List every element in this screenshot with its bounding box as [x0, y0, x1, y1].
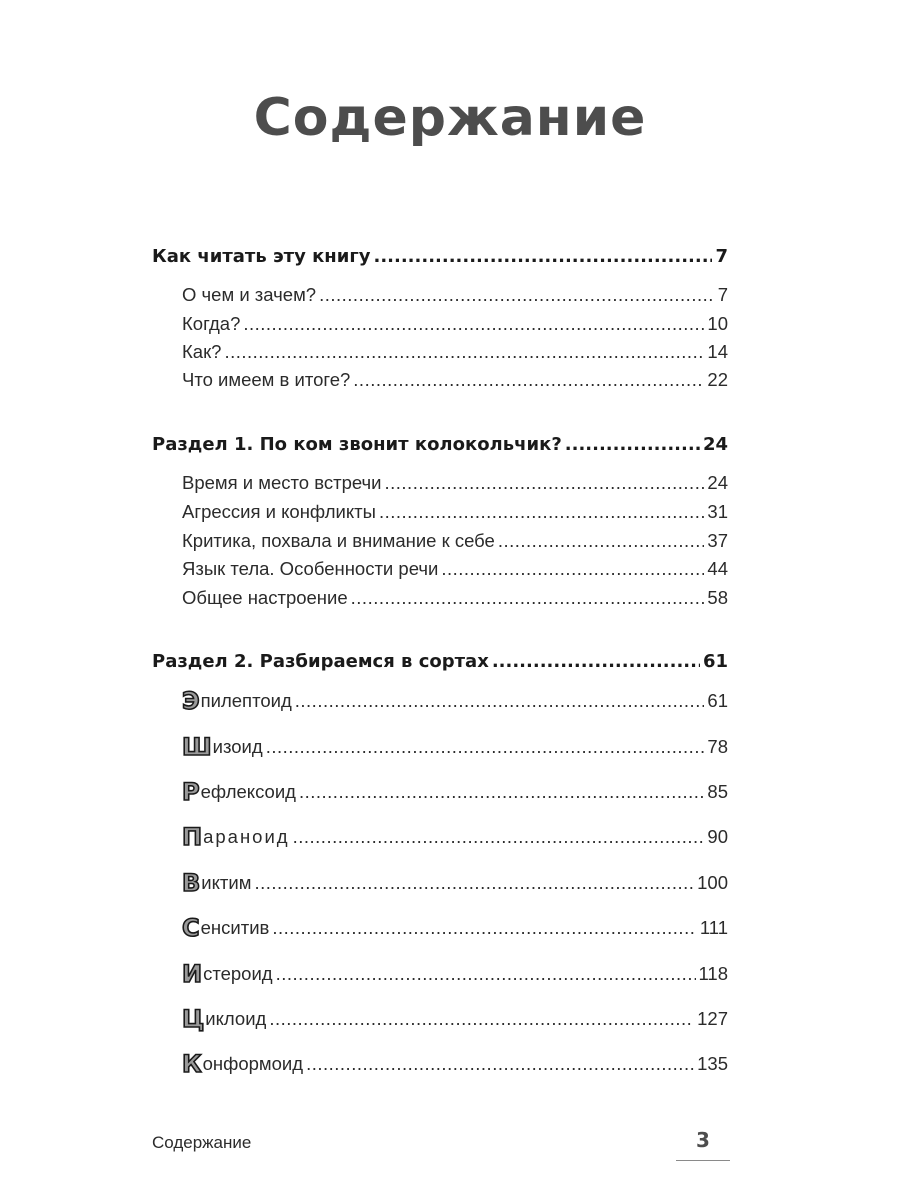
toc-page-number: 31 — [707, 501, 728, 522]
toc-entry[interactable] — [182, 501, 728, 523]
toc-entry-label — [182, 779, 296, 805]
dot-leader — [276, 963, 696, 985]
dot-leader — [224, 341, 704, 363]
toc-entry-label — [182, 870, 251, 896]
toc-type-entry[interactable] — [182, 824, 728, 850]
initial-letter-badge: С — [182, 914, 200, 942]
toc-type-entry[interactable] — [182, 734, 728, 760]
toc-entry-label — [182, 915, 269, 941]
toc-page-number: 111 — [699, 917, 728, 938]
toc-entry-rest: изоид — [212, 736, 263, 757]
toc-section[interactable] — [152, 651, 728, 672]
toc-entry[interactable] — [182, 284, 728, 306]
toc-entry-label — [182, 961, 273, 987]
dot-leader — [492, 651, 700, 672]
dot-leader — [266, 736, 705, 758]
dot-leader — [373, 246, 712, 267]
dot-leader — [319, 284, 715, 306]
footer-page-number: 3 — [696, 1128, 710, 1152]
toc-type-entry[interactable] — [182, 915, 728, 941]
toc-page-number: 22 — [707, 369, 728, 390]
dot-leader — [243, 313, 704, 335]
toc-page-number: 118 — [698, 963, 728, 984]
toc-page-number: 61 — [707, 690, 728, 711]
running-footer-title: Содержание — [152, 1133, 252, 1152]
toc-entry-rest: араноид — [203, 826, 290, 847]
initial-letter-badge: Э — [182, 687, 200, 715]
toc-entry-label: Время и место встречи — [182, 472, 382, 493]
toc-entry-rest: иклоид — [205, 1008, 267, 1029]
toc-page-number: 78 — [707, 736, 728, 757]
toc-page-number: 135 — [697, 1053, 728, 1074]
toc-page-number: 24 — [707, 472, 728, 493]
toc-entry[interactable] — [182, 472, 728, 494]
dot-leader — [269, 1008, 694, 1030]
toc-entry-label — [182, 688, 292, 714]
toc-section[interactable] — [152, 246, 728, 267]
toc-type-entry[interactable] — [182, 961, 728, 987]
dot-leader — [379, 501, 704, 523]
toc-page-number: 10 — [707, 313, 728, 334]
toc-section-label: Как читать эту книгу — [152, 246, 371, 267]
toc-entry-label: О чем и зачем? — [182, 284, 317, 305]
initial-letter-badge: К — [182, 1050, 202, 1078]
initial-letter-badge: В — [182, 869, 201, 897]
toc-section-label: Раздел 2. Разбираемся в сортах — [152, 651, 489, 672]
toc-type-entry[interactable] — [182, 1006, 728, 1032]
toc-page-number: 61 — [702, 651, 728, 672]
toc-entry-rest: ефлексоид — [200, 781, 296, 802]
toc-entry-label: Общее настроение — [182, 587, 348, 608]
toc-entry-label: Когда? — [182, 313, 241, 334]
dot-leader — [295, 690, 705, 712]
initial-letter-badge: П — [182, 823, 203, 851]
dot-leader — [272, 917, 697, 939]
initial-letter-badge: Р — [182, 778, 200, 806]
toc-entry[interactable] — [182, 558, 728, 580]
toc-entry-label — [182, 824, 290, 850]
dot-leader — [353, 369, 704, 391]
dot-leader — [385, 472, 705, 494]
toc-entry-rest: онформоид — [202, 1053, 304, 1074]
initial-letter-badge: Ш — [182, 733, 212, 761]
toc-entry-label: Как? — [182, 341, 222, 362]
initial-letter-badge: Ц — [182, 1005, 205, 1033]
toc-page-number: 14 — [707, 341, 728, 362]
toc-section-label: Раздел 1. По ком звонит колокольчик? — [152, 434, 562, 455]
toc-entry[interactable] — [182, 369, 728, 391]
toc-section[interactable] — [152, 434, 728, 455]
toc-entry-rest: стероид — [203, 963, 273, 984]
toc-entry-label: Агрессия и конфликты — [182, 501, 376, 522]
dot-leader — [498, 530, 705, 552]
toc-page-number: 127 — [697, 1008, 728, 1029]
toc-entry[interactable] — [182, 341, 728, 363]
toc-type-entry[interactable] — [182, 688, 728, 714]
toc-page-number: 37 — [707, 530, 728, 551]
initial-letter-badge: И — [182, 960, 203, 988]
toc-entry-rest: енситив — [200, 917, 270, 938]
toc-page-number: 44 — [707, 558, 728, 579]
toc-entry-label: Критика, похвала и внимание к себе — [182, 530, 495, 551]
dot-leader — [254, 872, 694, 894]
toc-entry-label — [182, 1051, 303, 1077]
toc-entry-label — [182, 734, 263, 760]
toc-type-entry[interactable] — [182, 1051, 728, 1077]
toc-entry-label: Что имеем в итоге? — [182, 369, 351, 390]
dot-leader — [306, 1053, 694, 1075]
toc-page-number: 85 — [707, 781, 728, 802]
toc-entry-rest: иктим — [201, 872, 252, 893]
toc-page-number: 24 — [702, 434, 728, 455]
toc-entry-label: Язык тела. Особенности речи — [182, 558, 439, 579]
toc-entry[interactable] — [182, 313, 728, 335]
toc-page-number: 100 — [697, 872, 728, 893]
dot-leader — [299, 781, 704, 803]
toc-type-entry[interactable] — [182, 870, 728, 896]
toc-type-entry[interactable] — [182, 779, 728, 805]
page-title: Содержание — [253, 88, 647, 148]
dot-leader — [293, 826, 705, 848]
toc-entry-label — [182, 1006, 266, 1032]
toc-page-number: 90 — [707, 826, 728, 847]
toc-entry[interactable] — [182, 530, 728, 552]
dot-leader — [565, 434, 700, 455]
footer-divider — [676, 1160, 730, 1161]
toc-page-number: 58 — [707, 587, 728, 608]
toc-entry-rest: пилептоид — [200, 690, 292, 711]
dot-leader — [351, 587, 705, 609]
toc-entry[interactable] — [182, 587, 728, 609]
dot-leader — [441, 558, 704, 580]
toc-page-number: 7 — [717, 284, 728, 305]
toc-page-number: 7 — [715, 246, 728, 267]
